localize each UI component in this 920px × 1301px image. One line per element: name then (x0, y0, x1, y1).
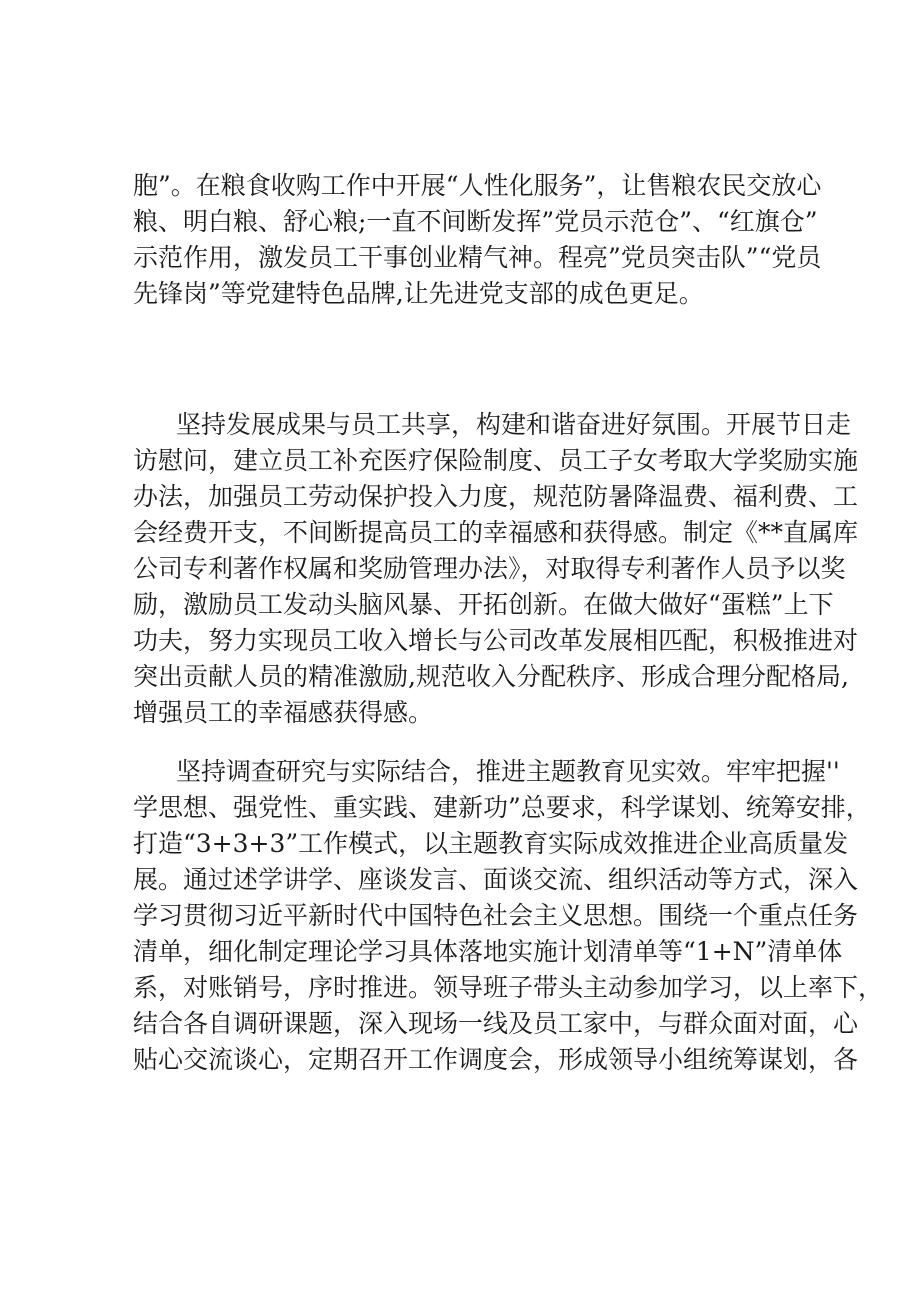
paragraph-line: 示范作用，激发员工干事创业精气神。程亮”党员突击队”“党员 (133, 243, 822, 272)
paragraph-line: 会经费开支，不间断提高员工的幸福感和获得感。制定《**直属库 (133, 518, 859, 547)
paragraph-line: 打造“3+3+3”工作模式，以主题教育实际成效推进企业高质量发 (133, 829, 849, 858)
paragraph-line: 坚持调查研究与实际结合，推进主题教育见实效。牢牢把握'' (176, 757, 840, 786)
paragraph-line: 粮、明白粮、舒心粮;一直不间断发挥”党员示范仓”、“红旗仓” (133, 207, 818, 236)
paragraph-line: 学习贯彻习近平新时代中国特色社会主义思想。围绕一个重点任务 (133, 901, 859, 930)
paragraph-line: 励，激励员工发动头脑风暴、开拓创新。在做大做好“蛋糕”上下 (133, 590, 834, 619)
paragraph-line: 坚持发展成果与员工共享，构建和谐奋进好氛围。开展节日走 (176, 410, 852, 439)
paragraph-line: 系，对账销号，序时推进。领导班子带头主动参加学习，以上率下， (133, 973, 884, 1002)
paragraph-line: 功夫，努力实现员工收入增长与公司改革发展相匹配，积极推进对 (133, 626, 859, 655)
paragraph-line: 展。通过述学讲学、座谈发言、面谈交流、组织活动等方式，深入 (133, 865, 859, 894)
paragraph-line: 贴心交流谈心，定期召开工作调度会，形成领导小组统筹谋划，各 (133, 1045, 859, 1074)
paragraph-line: 先锋岗”等党建特色品牌,让先进党支部的成色更足。 (133, 279, 704, 308)
paragraph-line: 胞”。在粮食收购工作中开展“人性化服务”，让售粮农民交放心 (133, 171, 822, 200)
paragraph-line: 增强员工的幸福感获得感。 (133, 698, 434, 727)
paragraph-line: 访慰问，建立员工补充医疗保险制度、员工子女考取大学奖励实施 (133, 446, 859, 475)
paragraph-line: 突出贡献人员的精准激励,规范收入分配秩序、形成合理分配格局, (133, 662, 849, 691)
paragraph-party-building-brands (133, 168, 822, 312)
paragraph-theme-education (133, 754, 884, 1078)
paragraph-line: 公司专利著作权属和奖励管理办法》，对取得专利著作人员予以奖 (133, 554, 846, 583)
paragraph-line: 结合各自调研课题，深入现场一线及员工家中，与群众面对面，心 (133, 1009, 859, 1038)
paragraph-line: 学思想、强党性、重实践、建新功”总要求，科学谋划、统筹安排， (133, 793, 871, 822)
paragraph-line: 办法，加强员工劳动保护投入力度，规范防暑降温费、福利费、工 (133, 482, 859, 511)
paragraph-line: 清单，细化制定理论学习具体落地实施计划清单等“1+N”清单体 (133, 937, 843, 966)
paragraph-employee-benefits (133, 407, 859, 731)
